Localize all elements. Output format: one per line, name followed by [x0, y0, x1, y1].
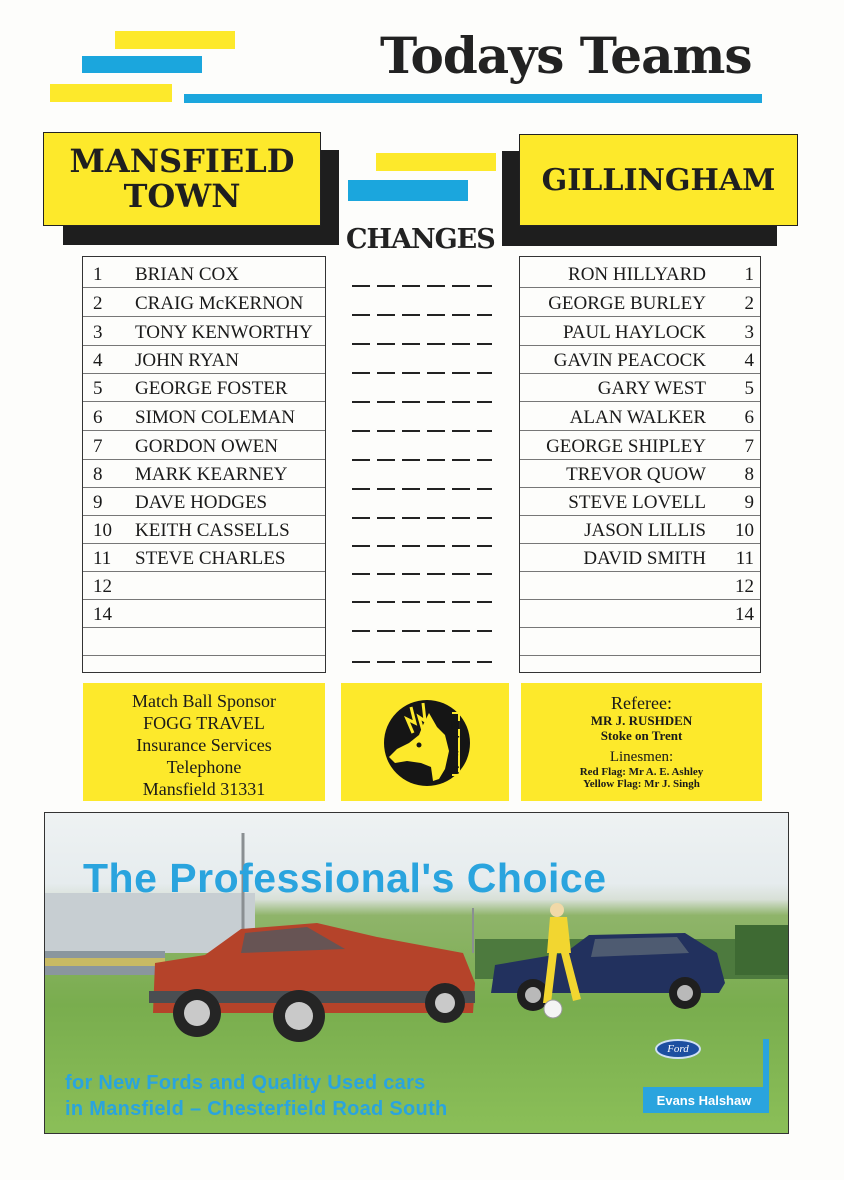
shirt-number: 7 — [744, 436, 754, 457]
dealer-logo — [643, 1039, 771, 1119]
roster-row — [83, 572, 325, 600]
change-line — [352, 401, 492, 403]
home-team-name-line2: TOWN — [123, 177, 241, 215]
roster-row — [83, 346, 325, 374]
roster-row — [520, 600, 760, 628]
player-name: ALAN WALKER — [569, 407, 706, 428]
referee-name: MR J. RUSHDEN — [590, 713, 693, 728]
roster-row — [83, 432, 325, 460]
change-line — [352, 630, 492, 632]
roster-row — [520, 628, 760, 656]
shirt-number: 1 — [744, 264, 754, 285]
sponsor-telephone-label: Telephone — [166, 757, 242, 777]
player-name: PAUL HAYLOCK — [562, 322, 706, 343]
shirt-number: 10 — [735, 520, 754, 541]
shirt-number: 7 — [93, 436, 103, 457]
roster-row — [83, 488, 325, 516]
roster-row — [83, 516, 325, 544]
roster-row — [520, 572, 760, 600]
change-line — [352, 343, 492, 345]
club-crest-box — [341, 683, 509, 801]
roster-row — [83, 544, 325, 572]
header-bar-blue — [82, 56, 202, 73]
page-title: Todays Teams — [380, 26, 752, 85]
shirt-number: 5 — [744, 378, 754, 399]
ad-tagline-2: in Mansfield – Chesterfield Road South — [65, 1098, 448, 1120]
shirt-number: 10 — [93, 520, 112, 541]
roster-row — [83, 374, 325, 402]
change-line — [352, 285, 492, 287]
shirt-number: 3 — [93, 322, 103, 343]
player-name: JOHN RYAN — [135, 350, 239, 371]
change-line — [352, 488, 492, 490]
home-team-name-line1: MANSFIELD — [69, 141, 295, 180]
sponsor-services: Insurance Services — [136, 735, 272, 755]
sponsor-telephone: Mansfield 31331 — [142, 779, 266, 799]
shirt-number: 5 — [93, 378, 103, 399]
player-name: STEVE LOVELL — [568, 492, 706, 513]
player-name: BRIAN COX — [135, 264, 239, 285]
shirt-number: 14 — [93, 604, 112, 625]
roster-row — [520, 318, 760, 346]
header-rule — [184, 94, 762, 103]
player-name: SIMON COLEMAN — [135, 407, 295, 428]
roster-row — [520, 403, 760, 431]
dealer-logo-bar — [763, 1039, 769, 1113]
header-bar-yellow-bottom — [50, 84, 172, 102]
ad-headline: The Professional's Choice — [83, 855, 607, 901]
crest-letter-t: T — [451, 734, 460, 747]
changes-bar-yellow — [376, 153, 496, 171]
player-name: CRAIG McKERNON — [135, 293, 304, 314]
player-name: GARY WEST — [597, 378, 706, 399]
player-name: JASON LILLIS — [584, 520, 706, 541]
shirt-number: 1 — [93, 264, 103, 285]
shirt-number: 12 — [735, 576, 754, 597]
linesman-yellow-flag: Yellow Flag: Mr J. Singh — [583, 778, 700, 790]
player-name: MARK KEARNEY — [135, 464, 288, 485]
roster-row — [520, 460, 760, 488]
referee-town: Stoke on Trent — [600, 728, 683, 743]
roster-row — [83, 403, 325, 431]
shirt-number: 3 — [744, 322, 754, 343]
shirt-number: 11 — [93, 548, 112, 569]
roster-row — [520, 432, 760, 460]
changes-bar-blue — [348, 180, 468, 201]
crest-letter-f: F — [451, 749, 460, 762]
stag-head-icon — [341, 683, 509, 801]
shirt-number: 6 — [93, 407, 103, 428]
roster-row — [83, 460, 325, 488]
roster-row — [83, 289, 325, 317]
change-line — [352, 601, 492, 603]
change-line — [352, 573, 492, 575]
roster-row — [520, 544, 760, 572]
shirt-number: 14 — [735, 604, 754, 625]
change-line — [352, 661, 492, 663]
crest-letter-c: C — [451, 764, 460, 777]
player-name: KEITH CASSELLS — [135, 520, 290, 541]
roster-row — [520, 374, 760, 402]
player-name: GORDON OWEN — [135, 436, 279, 457]
shirt-number: 2 — [744, 293, 754, 314]
shirt-number: 4 — [93, 350, 103, 371]
change-line — [352, 372, 492, 374]
roster-row — [83, 260, 325, 288]
shirt-number: 9 — [93, 492, 103, 513]
player-name: GEORGE FOSTER — [135, 378, 288, 399]
shirt-number: 6 — [744, 407, 754, 428]
roster-row — [520, 346, 760, 374]
player-name: TONY KENWORTHY — [135, 322, 313, 343]
roster-row — [83, 318, 325, 346]
ford-advertisement — [44, 812, 789, 1134]
player-name: DAVID SMITH — [583, 548, 706, 569]
crest-letter-m: M — [450, 719, 461, 732]
roster-row — [520, 516, 760, 544]
ad-tagline-1: for New Fords and Quality Used cars — [65, 1072, 426, 1094]
change-line — [352, 517, 492, 519]
match-ball-sponsor — [83, 683, 325, 801]
shirt-number: 2 — [93, 293, 103, 314]
ford-logo-icon: Ford — [655, 1039, 701, 1059]
linesman-red-flag: Red Flag: Mr A. E. Ashley — [579, 766, 704, 778]
change-line — [352, 314, 492, 316]
roster-row — [520, 488, 760, 516]
away-team-roster — [519, 256, 761, 673]
home-team-roster — [82, 256, 326, 673]
change-line — [352, 545, 492, 547]
change-line — [352, 459, 492, 461]
change-line — [352, 430, 492, 432]
home-team-name — [43, 132, 321, 226]
shirt-number: 8 — [744, 464, 754, 485]
player-name: DAVE HODGES — [135, 492, 268, 513]
sponsor-heading: Match Ball Sponsor — [132, 691, 276, 711]
match-officials — [521, 683, 762, 801]
shirt-number: 9 — [744, 492, 754, 513]
player-name: GEORGE SHIPLEY — [546, 436, 706, 457]
player-name: TREVOR QUOW — [566, 464, 706, 485]
player-name: RON HILLYARD — [568, 264, 706, 285]
player-name: GAVIN PEACOCK — [553, 350, 706, 371]
player-name: STEVE CHARLES — [135, 548, 286, 569]
shirt-number: 12 — [93, 576, 112, 597]
roster-row — [83, 600, 325, 628]
referee-label: Referee: — [611, 693, 672, 713]
roster-row — [520, 289, 760, 317]
player-name: GEORGE BURLEY — [548, 293, 706, 314]
roster-row — [520, 260, 760, 288]
away-team-name: GILLINGHAM — [519, 134, 798, 226]
dealer-name: Evans Halshaw — [643, 1087, 765, 1113]
changes-label: CHANGES — [346, 224, 495, 255]
roster-row — [83, 628, 325, 656]
header-bar-yellow-top — [115, 31, 235, 49]
linesmen-label: Linesmen: — [609, 749, 674, 765]
shirt-number: 11 — [735, 548, 754, 569]
shirt-number: 8 — [93, 464, 103, 485]
shirt-number: 4 — [744, 350, 754, 371]
sponsor-company: FOGG TRAVEL — [143, 713, 265, 733]
